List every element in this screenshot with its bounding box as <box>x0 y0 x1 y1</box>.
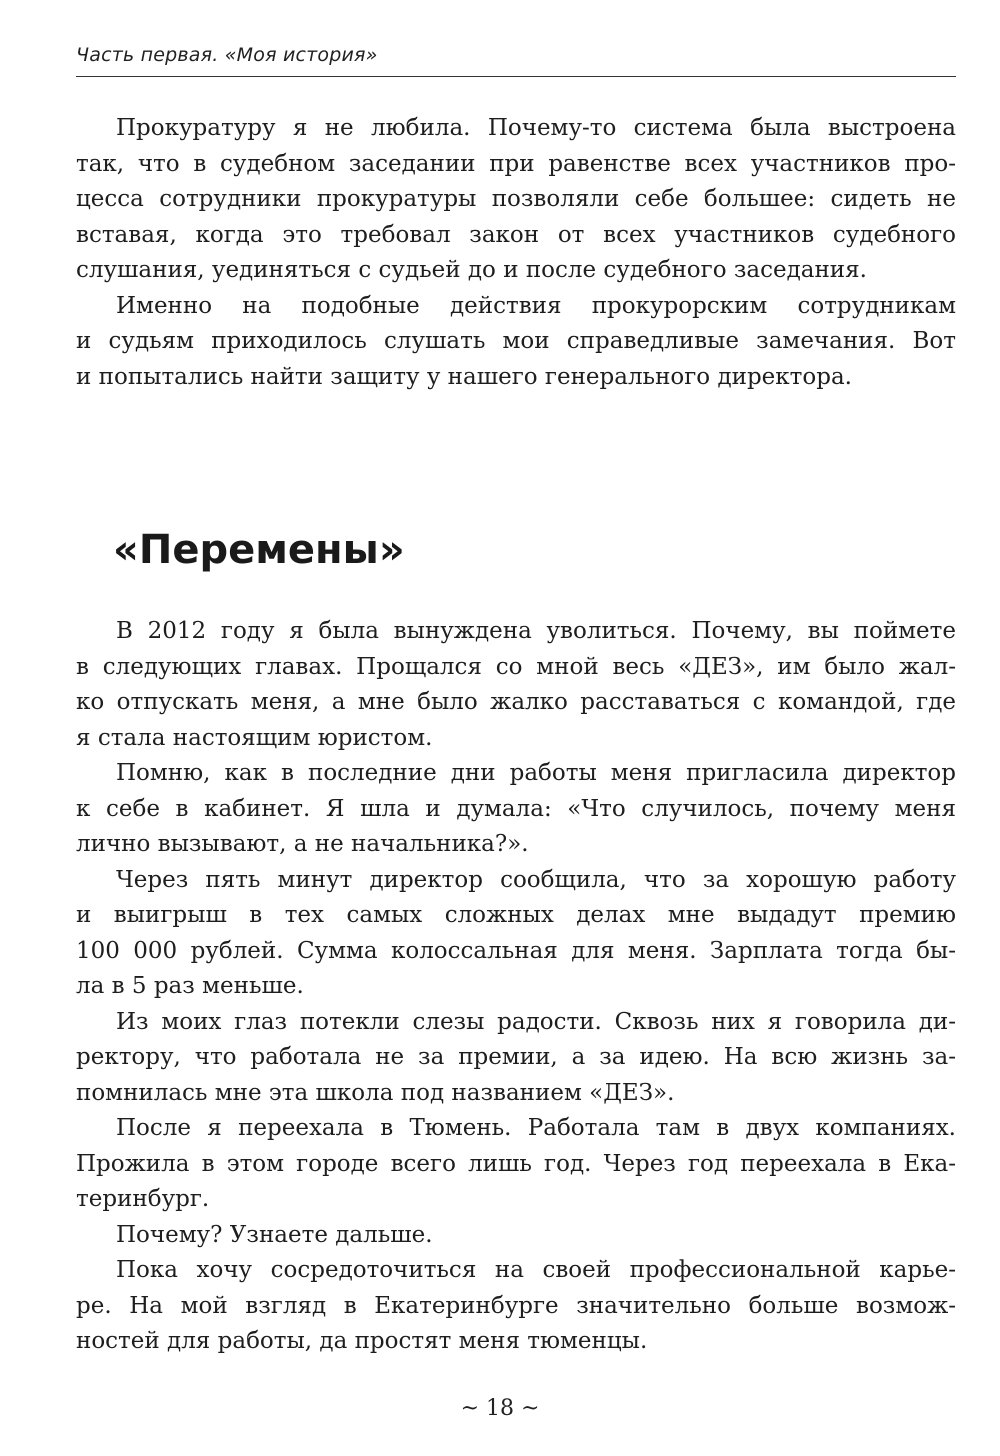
text-line: цесса сотрудники прокуратуры позволяли себе большее: сидеть не <box>76 186 956 212</box>
text-line: Прокуратуру я не любила. Почему-то система была выстроена <box>116 115 956 141</box>
text-line: Помню, как в последние дни работы меня пригласила директор <box>116 760 956 786</box>
text-line: и выигрыш в тех самых сложных делах мне выдадут премию <box>76 902 956 928</box>
text-line: ректору, что работала не за премии, а за идею. На всю жизнь за- <box>76 1044 956 1070</box>
text-line: Почему? Узнаете дальше. <box>116 1221 433 1248</box>
text-line: лично вызывают, а не начальника?». <box>76 831 529 857</box>
text-line: После я переехала в Тюмень. Работала там в двух компаниях. <box>116 1115 956 1141</box>
text-line: Через пять минут директор сообщила, что за хорошую работу <box>116 866 956 893</box>
text-line: и судьям приходилось слушать мои справедливые замечания. Вот <box>76 328 956 354</box>
text-line: в следующих главах. Прощался со мной весь «ДЕЗ», им было жал- <box>76 653 956 680</box>
text-line: Пока хочу сосредоточиться на своей профессиональной карье- <box>116 1257 956 1283</box>
page-number: ~ 18 ~ <box>460 1396 540 1421</box>
text-line: В 2012 году я была вынуждена уволиться. Почему, вы поймете <box>116 618 956 644</box>
text-line: теринбург. <box>76 1186 210 1212</box>
text-line: Прожила в этом городе всего лишь год. Через год переехала в Ека- <box>76 1150 956 1177</box>
text-line: ре. На мой взгляд в Екатеринбурге значительно больше возмож- <box>76 1292 956 1319</box>
running-header: Часть первая. «Моя история» <box>76 44 378 66</box>
text-line: слушания, уединяться с судьей до и после судебного заседания. <box>76 257 867 283</box>
text-line: ностей для работы, да простят меня тюменцы. <box>76 1328 648 1354</box>
section-text <box>76 614 956 1360</box>
text-line: 100 000 рублей. Сумма колоссальная для меня. Зарплата тогда бы- <box>76 937 956 964</box>
intro-text <box>76 111 956 395</box>
text-line: помнилась мне эта школа под названием «ДЕЗ». <box>76 1079 675 1106</box>
text-line: так, что в судебном заседании при равенстве всех участников про- <box>76 150 956 177</box>
section-title: «Перемены» <box>113 527 405 573</box>
text-line: я стала настоящим юристом. <box>76 724 433 751</box>
text-line: ко отпускать меня, а мне было жалко расставаться с командой, где <box>76 689 956 715</box>
text-line: ла в 5 раз меньше. <box>76 973 304 999</box>
header-divider <box>76 76 956 77</box>
text-line: к себе в кабинет. Я шла и думала: «Что случилось, почему меня <box>76 795 956 822</box>
text-line: Именно на подобные действия прокурорским сотрудникам <box>116 292 956 319</box>
text-line: вставая, когда это требовал закон от всех участников судебного <box>76 221 956 248</box>
text-line: Из моих глаз потекли слезы радости. Сквозь них я говорила ди- <box>116 1008 956 1035</box>
text-line: и попытались найти защиту у нашего генерального директора. <box>76 363 852 390</box>
